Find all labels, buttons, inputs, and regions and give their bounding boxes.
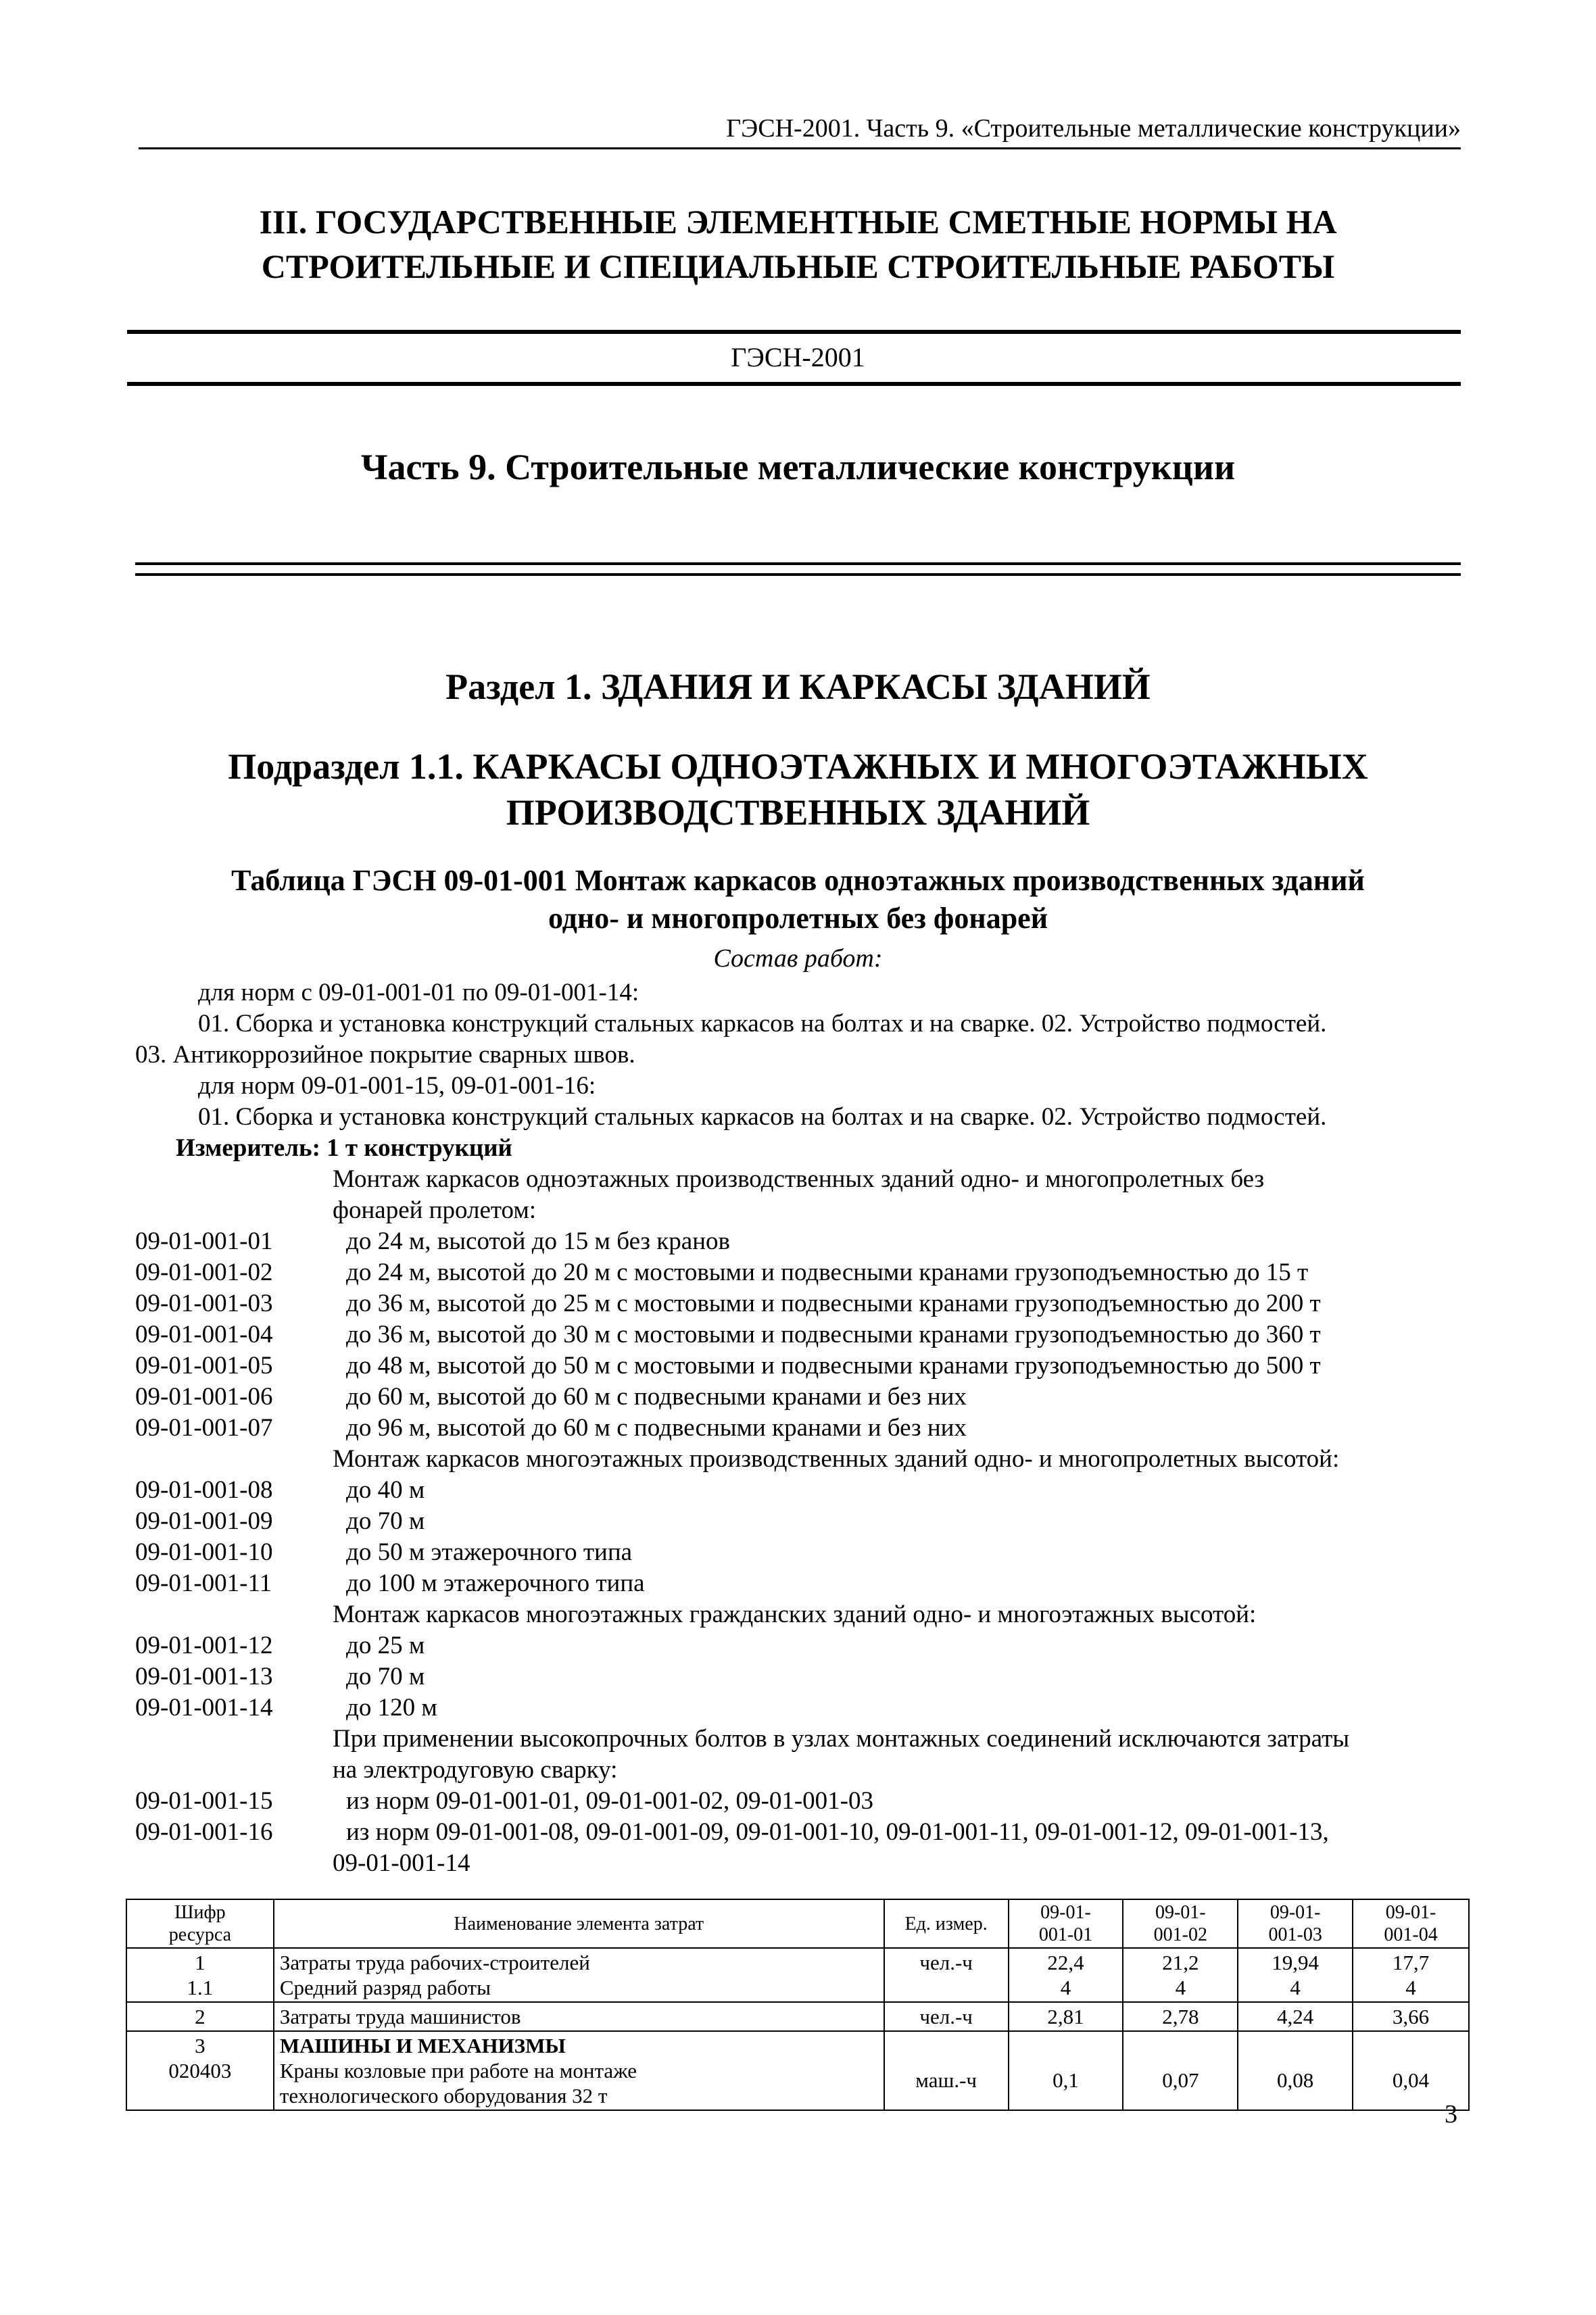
table-header-row (126, 1899, 1469, 1948)
table-row (126, 2031, 1469, 2110)
row-name: Затраты труда рабочих-строителей Средний разряд работы (274, 1948, 884, 2002)
section-title: Раздел 1. ЗДАНИЯ И КАРКАСЫ ЗДАНИЙ (445, 666, 1151, 707)
row-unit: чел.-ч (884, 1948, 1009, 2002)
measure-unit: Измеритель: 1 т конструкций (176, 1134, 512, 1162)
norm-code: 09-01-001-06 (135, 1383, 273, 1411)
row-code: 1 1.1 (126, 1948, 274, 2002)
page-number: 3 (1445, 2100, 1457, 2128)
norm-code: 09-01-001-03 (135, 1290, 273, 1317)
norm-code: 09-01-001-14 (135, 1694, 273, 1722)
header-name: Наименование элемента затрат (274, 1899, 884, 1948)
norm-code: 09-01-001-07 (135, 1414, 273, 1442)
header-unit: Ед. измер. (884, 1899, 1009, 1948)
header-code: Шифр ресурса (126, 1899, 274, 1948)
header-rule (139, 147, 1461, 149)
doc-code: ГЭСН-2001 (731, 342, 865, 372)
norm-desc: до 36 м, высотой до 25 м с мостовыми и подвесными кранами грузоподъемностью до 200 т (346, 1290, 1321, 1317)
norm-code: 09-01-001-11 (135, 1569, 272, 1597)
row-value: 0,1 (1009, 2031, 1123, 2110)
main-heading: III. ГОСУДАРСТВЕННЫЕ ЭЛЕМЕНТНЫЕ СМЕТНЫЕ НОРМЫ НА СТРОИТЕЛЬНЫЕ И СПЕЦИАЛЬНЫЕ СТРОИТЕЛЬНЫЕ РАБОТЫ (259, 203, 1337, 285)
norm-desc: до 100 м этажерочного типа (346, 1569, 645, 1597)
work-line-4: для норм 09-01-001-15, 09-01-001-16: (198, 1072, 596, 1100)
rule-bottom (127, 382, 1461, 386)
group-title-3: Монтаж каркасов многоэтажных гражданских зданий одно- и многоэтажных высотой: (333, 1601, 1257, 1628)
row-value: 2,81 (1009, 2002, 1123, 2031)
row-unit: чел.-ч (884, 2002, 1009, 2031)
row-value: 3,66 (1353, 2002, 1469, 2031)
norm-desc: до 70 м (346, 1507, 425, 1535)
norm-desc: до 24 м, высотой до 20 м с мостовыми и подвесными кранами грузоподъемностью до 15 т (346, 1259, 1309, 1286)
norm-code: 09-01-001-01 (135, 1227, 273, 1255)
norm-desc: до 120 м (346, 1694, 437, 1722)
norm-desc: из норм 09-01-001-01, 09-01-001-02, 09-01-001-03 (346, 1787, 873, 1815)
row-value: 22,4 4 (1009, 1948, 1123, 2002)
norm-code: 09-01-001-13 (135, 1663, 273, 1690)
row-unit: маш.-ч (884, 2031, 1009, 2110)
row-value: 19,94 4 (1238, 1948, 1353, 2002)
table-title: Таблица ГЭСН 09-01-001 Монтаж каркасов одноэтажных производственных зданий одно- и многопролетных без фонарей (231, 864, 1365, 935)
header-col: 09-01- 001-02 (1123, 1899, 1238, 1948)
rule-top (127, 330, 1461, 334)
row-code: 2 (126, 2002, 274, 2031)
row-value: 17,7 4 (1353, 1948, 1469, 2002)
norm-desc: до 96 м, высотой до 60 м с подвесными кранами и без них (346, 1414, 967, 1442)
norm-desc: до 70 м (346, 1663, 425, 1690)
part-title: Часть 9. Строительные металлические конструкции (360, 447, 1236, 487)
subsection-title: Подраздел 1.1. КАРКАСЫ ОДНОЭТАЖНЫХ И МНОГОЭТАЖНЫХ ПРОИЗВОДСТВЕННЫХ ЗДАНИЙ (228, 746, 1368, 833)
header-col: 09-01- 001-04 (1353, 1899, 1469, 1948)
resource-table (126, 1899, 1470, 2111)
group-title-4: При применении высокопрочных болтов в узлах монтажных соединений исключаются затраты на электродуговую сварку: (333, 1725, 1350, 1784)
norm-desc: до 60 м, высотой до 60 м с подвесными кранами и без них (346, 1383, 967, 1411)
group-title-2: Монтаж каркасов многоэтажных производственных зданий одно- и многопролетных высотой: (333, 1445, 1340, 1473)
norm-code: 09-01-001-10 (135, 1538, 273, 1566)
norm-code: 09-01-001-09 (135, 1507, 273, 1535)
table-row (126, 2002, 1469, 2031)
norm-desc: до 24 м, высотой до 15 м без кранов (346, 1227, 730, 1255)
row-name: Затраты труда машинистов (274, 2002, 884, 2031)
header-col: 09-01- 001-01 (1009, 1899, 1123, 1948)
row-value: 2,78 (1123, 2002, 1238, 2031)
row-name: МАШИНЫ И МЕХАНИЗМЫ Краны козловые при работе на монтаже технологического оборудования 32 т (274, 2031, 884, 2110)
header-col: 09-01- 001-03 (1238, 1899, 1353, 1948)
norm-desc: до 36 м, высотой до 30 м с мостовыми и подвесными кранами грузоподъемностью до 360 т (346, 1321, 1321, 1348)
work-line-2: 01. Сборка и установка конструкций стальных каркасов на болтах и на сварке. 02. Устройство подмостей. (198, 1010, 1327, 1038)
double-rule (135, 562, 1461, 576)
row-value: 0,08 (1238, 2031, 1353, 2110)
norm-desc: до 40 м (346, 1476, 425, 1504)
norm-code: 09-01-001-02 (135, 1259, 273, 1286)
norm-code: 09-01-001-05 (135, 1352, 273, 1380)
group-title-1: Монтаж каркасов одноэтажных производственных зданий одно- и многопролетных без фонарей пролетом: (333, 1165, 1265, 1224)
work-line-5: 01. Сборка и установка конструкций стальных каркасов на болтах и на сварке. 02. Устройство подмостей. (198, 1103, 1327, 1131)
composition-label: Состав работ: (713, 944, 883, 973)
work-line-3: 03. Антикоррозийное покрытие сварных швов. (135, 1041, 635, 1069)
row-value: 0,07 (1123, 2031, 1238, 2110)
row-value: 4,24 (1238, 2002, 1353, 2031)
norm-code: 09-01-001-04 (135, 1321, 273, 1348)
row-value: 21,2 4 (1123, 1948, 1238, 2002)
norm-code: 09-01-001-12 (135, 1632, 273, 1659)
row-code: 3 020403 (126, 2031, 274, 2110)
row-value: 0,04 (1353, 2031, 1469, 2110)
norm-desc: до 48 м, высотой до 50 м с мостовыми и подвесными кранами грузоподъемностью до 500 т (346, 1352, 1321, 1380)
norm-desc: из норм 09-01-001-08, 09-01-001-09, 09-01-001-10, 09-01-001-11, 09-01-001-12, 09-01-001-13, 09-01-001-14 (333, 1818, 1329, 1877)
table-row (126, 1948, 1469, 2002)
work-line-1: для норм с 09-01-001-01 по 09-01-001-14: (198, 979, 639, 1006)
norm-code: 09-01-001-15 (135, 1787, 273, 1815)
norm-desc: до 25 м (346, 1632, 425, 1659)
running-header: ГЭСН-2001. Часть 9. «Строительные металлические конструкции» (726, 114, 1461, 143)
norm-code: 09-01-001-08 (135, 1476, 273, 1504)
norm-code: 09-01-001-16 (135, 1818, 273, 1846)
norm-desc: до 50 м этажерочного типа (346, 1538, 633, 1566)
